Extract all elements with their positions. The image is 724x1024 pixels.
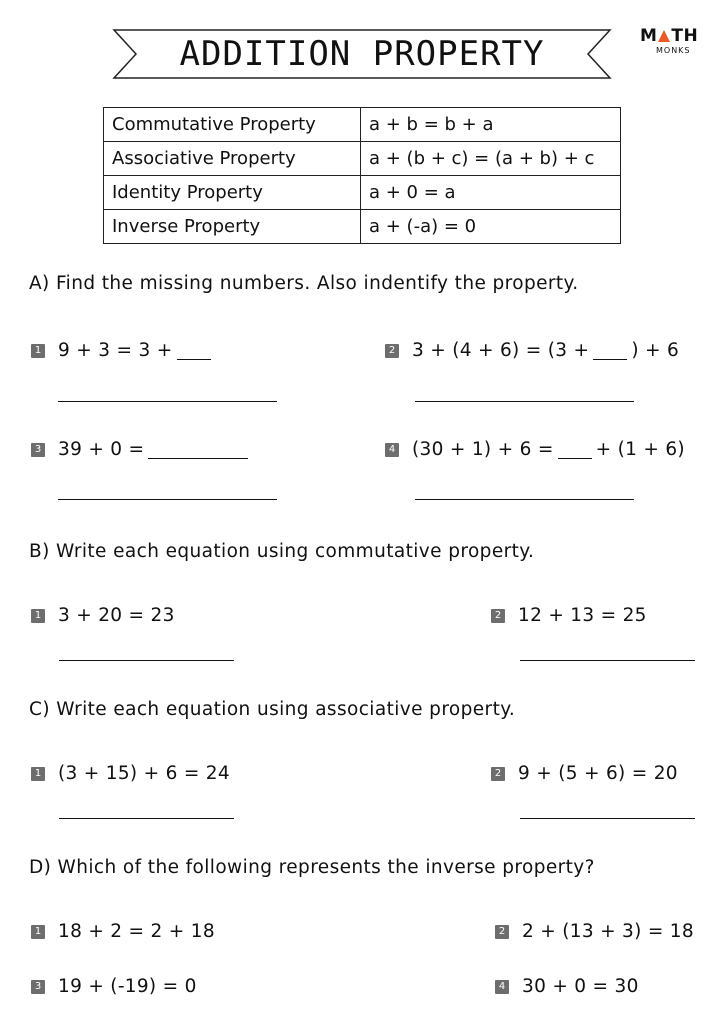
property-name: Associative Property [104, 142, 361, 176]
option-d1[interactable]: 1 18 + 2 = 2 + 18 [31, 921, 215, 942]
table-row [104, 210, 621, 244]
answer-line[interactable] [59, 818, 234, 819]
question-b1: 1 3 + 20 = 23 [31, 605, 175, 626]
answer-line[interactable] [58, 499, 277, 500]
question-number: 2 [491, 767, 505, 781]
answer-line[interactable] [58, 401, 277, 402]
question-number: 4 [385, 443, 399, 457]
property-name: Commutative Property [104, 108, 361, 142]
question-number: 1 [31, 344, 45, 358]
answer-line[interactable] [415, 499, 634, 500]
answer-blank[interactable] [148, 440, 248, 459]
property-name: Identity Property [104, 176, 361, 210]
table-row [104, 108, 621, 142]
question-a3: 3 39 + 0 = [31, 439, 252, 460]
option-d4[interactable]: 4 30 + 0 = 30 [495, 976, 639, 997]
logo-wordmark: M TH [640, 26, 699, 46]
table-row [104, 176, 621, 210]
option-d3[interactable]: 3 19 + (-19) = 0 [31, 976, 197, 997]
property-name: Inverse Property [104, 210, 361, 244]
question-a2: 2 3 + (4 + 6) = (3 + ) + 6 [385, 340, 679, 361]
question-c1: 1 (3 + 15) + 6 = 24 [31, 763, 230, 784]
math-monks-logo [640, 26, 700, 56]
triangle-icon [658, 30, 670, 42]
answer-line[interactable] [415, 401, 634, 402]
option-number: 1 [31, 925, 45, 939]
section-c-heading: C) Write each equation using associative property. [29, 699, 516, 720]
answer-blank[interactable] [558, 440, 592, 459]
logo-subtext: MONKS [656, 46, 691, 55]
question-a1: 1 9 + 3 = 3 + [31, 340, 215, 361]
option-number: 2 [495, 925, 509, 939]
section-b-heading: B) Write each equation using commutative property. [29, 541, 535, 562]
question-number: 2 [491, 609, 505, 623]
option-number: 4 [495, 980, 509, 994]
answer-line[interactable] [59, 660, 234, 661]
page-title: ADDITION PROPERTY [179, 34, 545, 74]
property-formula: a + (-a) = 0 [361, 210, 621, 244]
table-row [104, 142, 621, 176]
answer-line[interactable] [520, 818, 695, 819]
properties-table [103, 107, 621, 244]
question-number: 2 [385, 344, 399, 358]
question-b2: 2 12 + 13 = 25 [491, 605, 647, 626]
answer-blank[interactable] [177, 341, 211, 360]
section-d-heading: D) Which of the following represents the inverse property? [29, 857, 595, 878]
question-c2: 2 9 + (5 + 6) = 20 [491, 763, 678, 784]
property-formula: a + b = b + a [361, 108, 621, 142]
question-number: 1 [31, 609, 45, 623]
option-d2[interactable]: 2 2 + (13 + 3) = 18 [495, 921, 694, 942]
question-a4: 4 (30 + 1) + 6 = + (1 + 6) [385, 439, 685, 460]
answer-blank[interactable] [593, 341, 627, 360]
question-number: 1 [31, 767, 45, 781]
question-number: 3 [31, 443, 45, 457]
property-formula: a + (b + c) = (a + b) + c [361, 142, 621, 176]
answer-line[interactable] [520, 660, 695, 661]
property-formula: a + 0 = a [361, 176, 621, 210]
section-a-heading: A) Find the missing numbers. Also indentify the property. [29, 273, 579, 294]
option-number: 3 [31, 980, 45, 994]
